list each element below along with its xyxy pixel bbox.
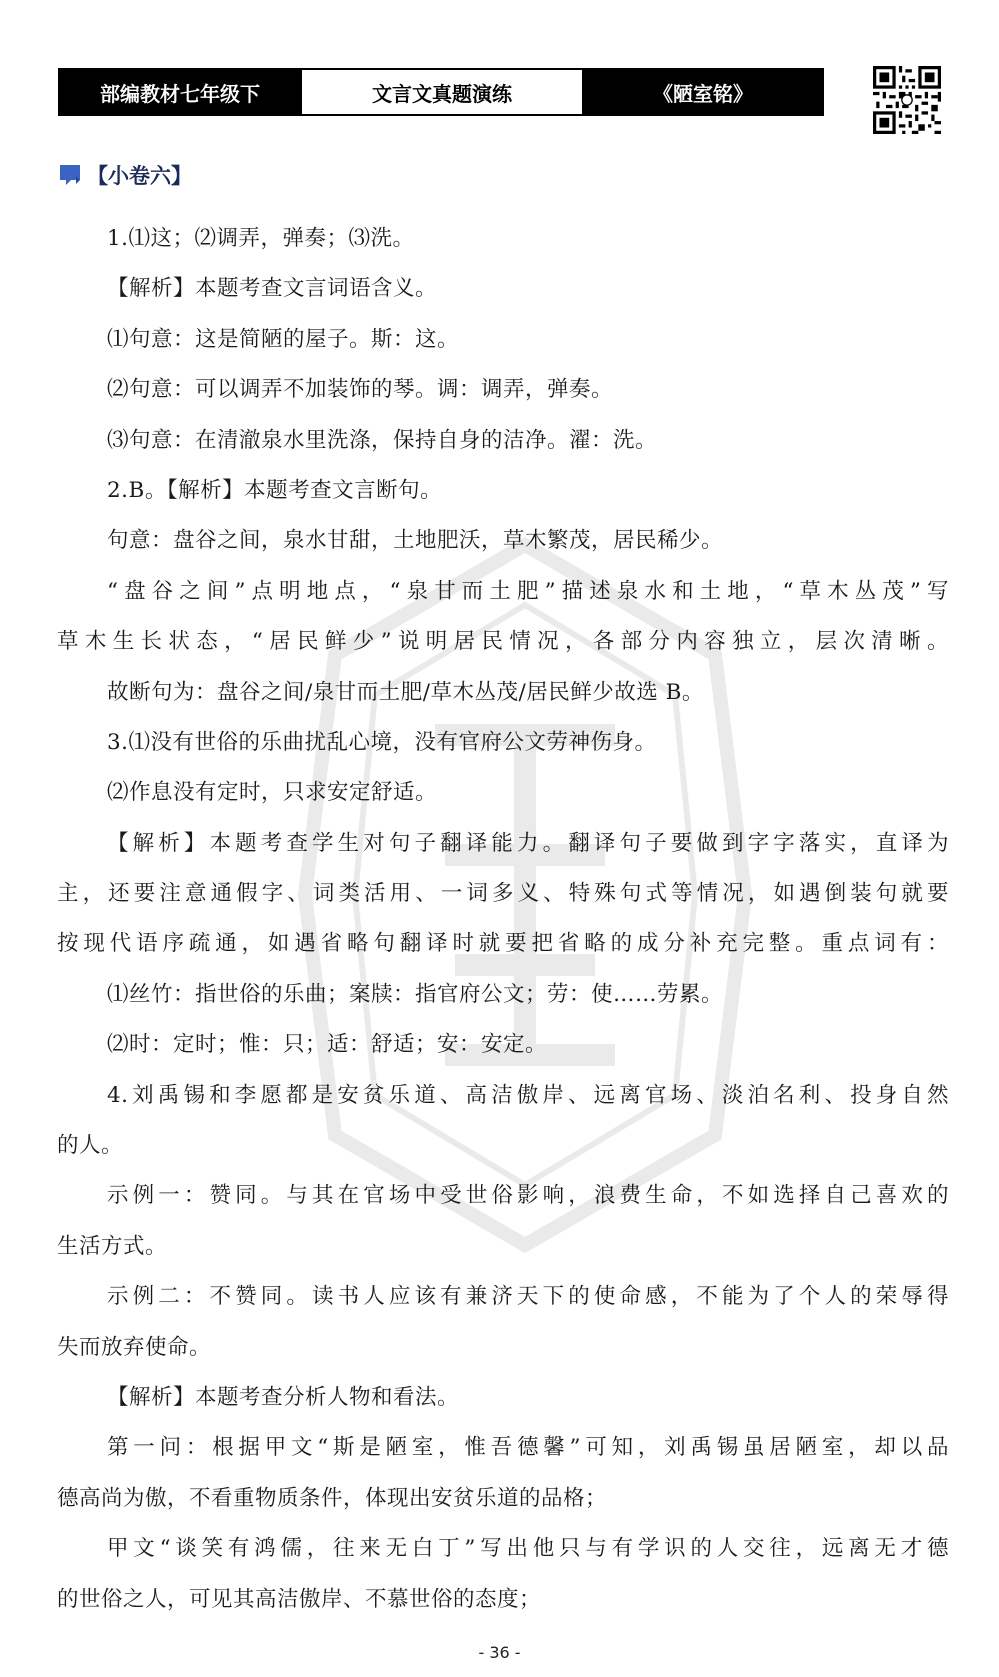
text-line: 【解析】本题考查学生对句子翻译能力。翻译句子要做到字字落实，直译为 [107,830,949,856]
text-line: 按现代语序疏通，如遇省略句翻译时就要把省略的成分补充完整。重点词有： [57,931,949,957]
text-line: 第一问：根据甲文“斯是陋室，惟吾德馨”可知，刘禹锡虽居陋室，却以品 [107,1435,949,1461]
text-line: ⑶句意：在清澈泉水里洗涤，保持自身的洁净。濯：洗。 [107,427,658,453]
header-subject: 文言文真题演练 [300,70,584,114]
text-line: 【解析】本题考查文言词语含义。 [107,276,438,302]
text-line: ⑴丝竹：指世俗的乐曲；案牍：指官府公文；劳：使……劳累。 [107,981,724,1007]
text-line: 4.刘禹锡和李愿都是安贫乐道、高洁傲岸、远离官场、淡泊名利、投身自然 [107,1082,949,1108]
text-line: 示例一：赞同。与其在官场中受世俗影响，浪费生命，不如选择自己喜欢的 [107,1183,949,1209]
text-line: 2.B。【解析】本题考查文言断句。 [107,477,443,503]
section-heading [57,160,192,190]
answer-content [57,214,949,1625]
text-line: 甲文“谈笑有鸿儒，往来无白丁”写出他只与有学识的人交往，远离无才德 [107,1536,949,1562]
qr-code [873,66,941,134]
text-line: 主，还要注意通假字、词类活用、一词多义、特殊句式等情况，如遇倒装句就要 [57,881,949,907]
text-line: ⑵作息没有定时，只求安定舒适。 [107,780,438,806]
text-line: 句意：盘谷之间，泉水甘甜，土地肥沃，草木繁茂，居民稀少。 [107,528,724,554]
text-line: 故断句为：盘谷之间/泉甘而土肥/草木丛茂/居民鲜少故选 B。 [107,679,704,705]
page-number: - 36 - [478,1643,521,1662]
text-line: 的世俗之人，可见其高洁傲岸、不慕世俗的态度； [57,1586,542,1612]
header-bar [58,68,824,116]
bookmark-icon [57,162,83,188]
text-line: ⑴句意：这是简陋的屋子。斯：这。 [107,326,460,352]
section-title: 【小卷六】 [87,164,192,188]
text-line: 草木生长状态，“居民鲜少”说明居民情况，各部分内容独立，层次清晰。 [57,629,949,655]
header-text-title: 《陋室铭》 [584,70,822,114]
text-line: 的人。 [57,1133,124,1159]
text-line: 示例二：不赞同。读书人应该有兼济天下的使命感，不能为了个人的荣辱得 [107,1284,949,1310]
text-line: ⑵时：定时；惟：只；适：舒适；安：安定。 [107,1032,548,1058]
text-line: ⑵句意：可以调弄不加装饰的琴。调：调弄，弹奏。 [107,377,614,403]
text-line: 失而放弃使命。 [57,1334,212,1360]
text-line: 德高尚为傲，不看重物质条件，体现出安贫乐道的品格； [57,1485,608,1511]
text-line: “盘谷之间”点明地点，“泉甘而土肥”描述泉水和土地，“草木丛茂”写 [107,578,949,604]
text-line: 生活方式。 [57,1233,168,1259]
text-line: 3.⑴没有世俗的乐曲扰乱心境，没有官府公文劳神伤身。 [107,729,657,755]
header-grade: 部编教材七年级下 [60,70,300,114]
text-line: 【解析】本题考查分析人物和看法。 [107,1384,460,1410]
text-line: 1.⑴这；⑵调弄，弹奏；⑶洗。 [107,226,415,251]
